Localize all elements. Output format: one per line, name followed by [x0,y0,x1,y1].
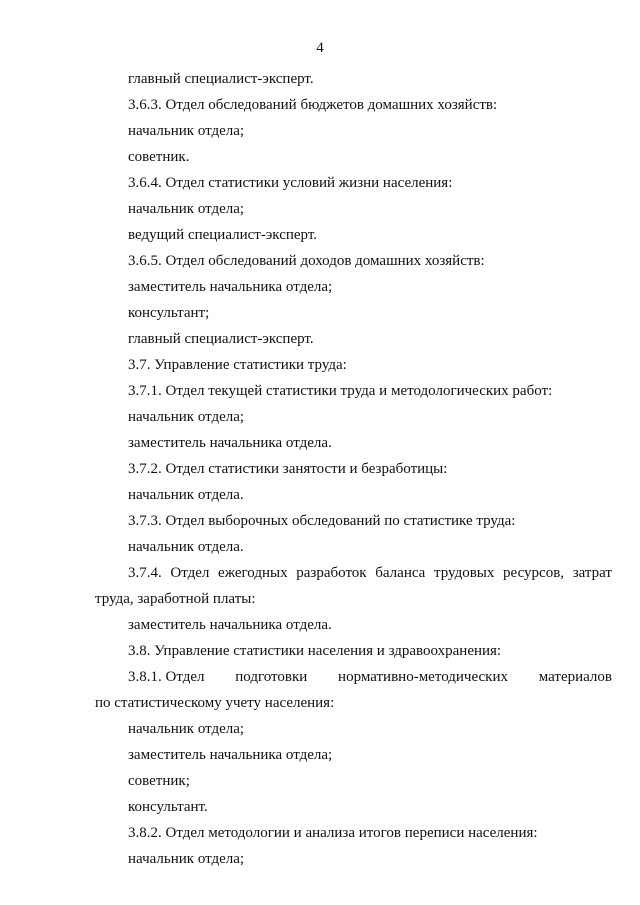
text-line: начальник отдела; [128,123,245,139]
text-line: советник. [128,149,190,165]
text-line: начальник отдела. [128,487,244,503]
word: разработок [296,565,367,581]
text-line-continued: труда, заработной платы: [95,591,256,607]
section-heading-justified [95,560,612,586]
section-heading-justified [95,664,612,690]
section-heading: 3.7.3. Отдел выборочных обследований по статистике труда: [128,513,516,529]
text-line: консультант; [128,305,210,321]
text-line: заместитель начальника отдела; [128,747,333,763]
section-heading: 3.7.1. Отдел текущей статистики труда и методологических работ: [128,383,553,399]
word: баланса [375,565,426,581]
section-heading: 3.6.3. Отдел обследований бюджетов домашних хозяйств: [128,97,498,113]
text-line: начальник отдела. [128,539,244,555]
word: 3.7.4. [128,565,162,581]
text-line: начальник отдела; [128,201,245,217]
section-heading: 3.7.2. Отдел статистики занятости и безработицы: [128,461,448,477]
document-body [95,66,612,872]
text-line-continued: по статистическому учету населения: [95,695,335,711]
section-heading: 3.6.5. Отдел обследований доходов домашних хозяйств: [128,253,485,269]
word: затрат [572,565,612,581]
word: ежегодных [218,565,288,581]
text-line: главный специалист-эксперт. [128,331,314,347]
text-line: начальник отдела; [128,409,245,425]
text-line: заместитель начальника отдела. [128,617,332,633]
word: материалов [538,669,612,685]
text-line: главный специалист-эксперт. [128,71,314,87]
text-line: начальник отдела; [128,721,245,737]
section-heading: 3.6.4. Отдел статистики условий жизни населения: [128,175,453,191]
section-heading: 3.8.2. Отдел методологии и анализа итогов переписи населения: [128,825,538,841]
section-heading: 3.8. Управление статистики населения и здравоохранения: [128,643,502,659]
word: 3.8.1. Отдел [128,669,205,685]
text-line: заместитель начальника отдела. [128,435,332,451]
word: трудовых [434,565,495,581]
word: нормативно-методических [338,669,508,685]
text-line: начальник отдела; [128,851,245,867]
page-number: 4 [316,40,324,56]
text-line: консультант. [128,799,208,815]
text-line: заместитель начальника отдела; [128,279,333,295]
word: подготовки [235,669,308,685]
section-heading: 3.7. Управление статистики труда: [128,357,347,373]
word: Отдел [170,565,210,581]
word: ресурсов, [503,565,565,581]
text-line: ведущий специалист-эксперт. [128,227,318,243]
text-line: советник; [128,773,190,789]
